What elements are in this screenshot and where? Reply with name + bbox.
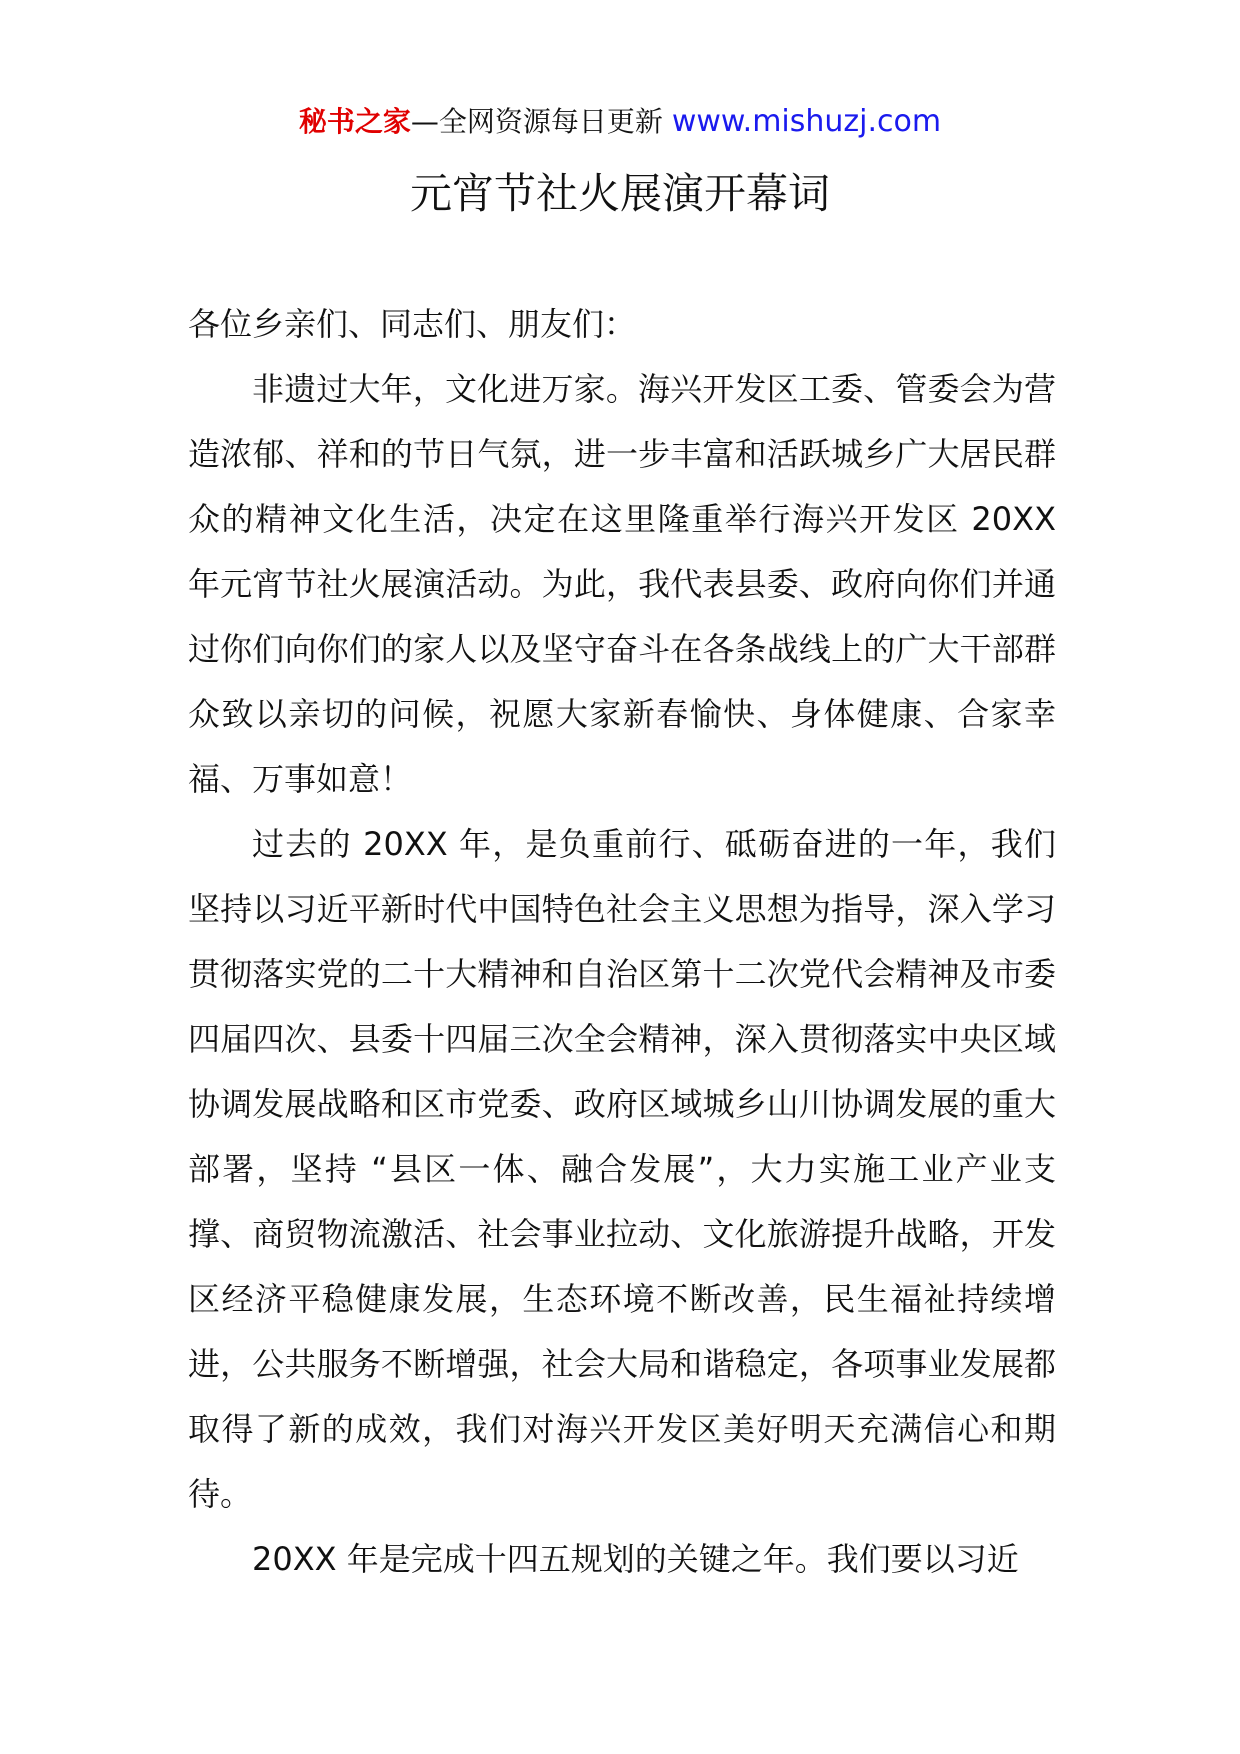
salutation: 各位乡亲们、同志们、朋友们： — [188, 305, 637, 343]
paragraph-2: 过去的 20XX 年，是负重前行、砥砺奋进的一年，我们坚持以习近平新时代中国特色社会主义思想为指导，深入学习贯彻落实党的二十大精神和自治区第十二次党代会精神及市委四届四次、县委十四届三次全会精神，深入贯彻落实中央区域协调发展战略和区市党委、政府区域城乡山川协调发展的重大部署，坚持 “县区一体、融合发展”，大力实施工业产业支撑、商贸物流激活、社会事业拉动、文化旅游提升战略，开发区经济平稳健康发展，生态环境不断改善，民生福祉持续增进，公共服务不断增强，社会大局和谐稳定，各项事业发展都取得了新的成效，我们对海兴开发区美好明天充满信心和期待。 — [188, 825, 1056, 1513]
site-name: 秘书之家 — [298, 105, 411, 138]
document-title: 元宵节社火展演开幕词 — [409, 169, 830, 218]
document-body — [188, 292, 1056, 1592]
site-tagline: —全网资源每日更新 — [410, 105, 672, 138]
site-header — [0, 102, 1240, 142]
paragraph-3: 20XX 年是完成十四五规划的关键之年。我们要以习近 — [252, 1540, 1019, 1578]
paragraph-1: 非遗过大年，文化进万家。海兴开发区工委、管委会为营造浓郁、祥和的节日气氛，进一步丰富和活跃城乡广大居民群众的精神文化生活，决定在这里隆重举行海兴开发区 20XX 年元宵节社火展演活动。为此，我代表县委、政府向你们并通过你们向你们的家人以及坚守奋斗在各条战线上的广大干部群众致以亲切的问候，祝愿大家新春愉快、身体健康、合家幸福、万事如意！ — [188, 370, 1056, 798]
site-url-link[interactable]: www.mishuzj.com — [671, 104, 942, 139]
